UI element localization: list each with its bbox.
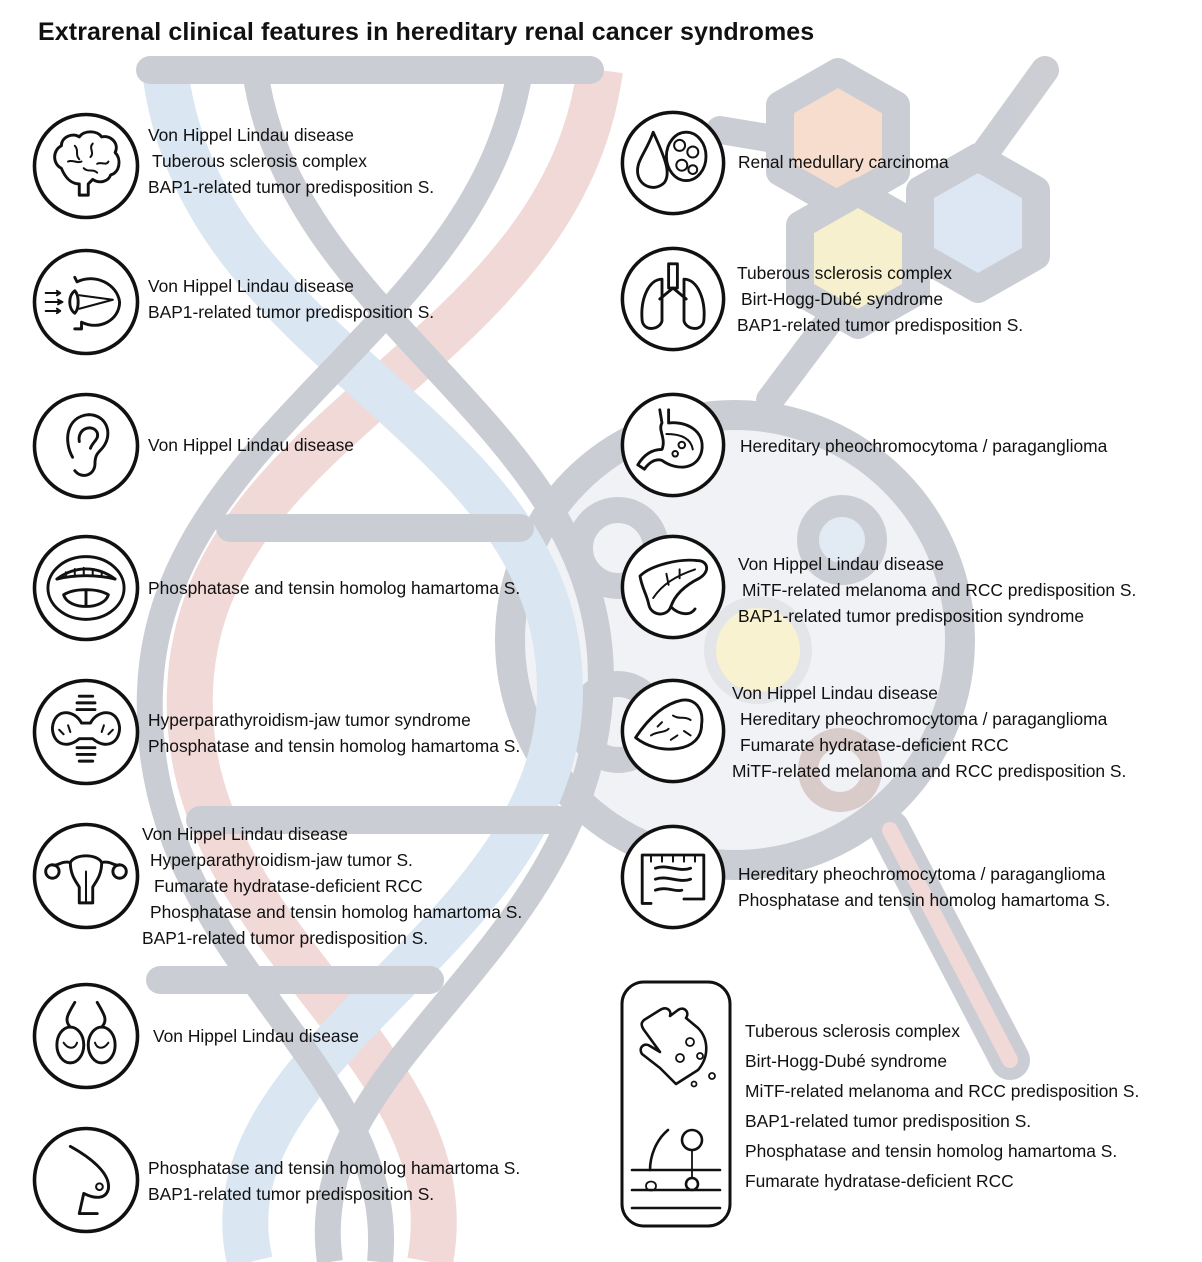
brain-icon <box>30 110 142 222</box>
syndrome-item: Phosphatase and tensin homolog hamartoma S. <box>745 1141 1118 1161</box>
syndrome-item: Hereditary pheochromocytoma / paraganglioma <box>740 709 1108 729</box>
breast-icon <box>30 1124 142 1236</box>
syndrome-item: BAP1-related tumor predisposition S. <box>148 177 435 197</box>
mouth-syndromes-list <box>148 575 520 601</box>
syndrome-item: Phosphatase and tensin homolog hamartoma S. <box>738 890 1111 910</box>
syndrome-item: Von Hippel Lindau disease <box>148 125 354 145</box>
syndrome-item: Tuberous sclerosis complex <box>737 263 952 283</box>
testes-icon <box>30 980 142 1092</box>
syndrome-item: Fumarate hydratase-deficient RCC <box>740 735 1009 755</box>
syndrome-item: Von Hippel Lindau disease <box>738 554 944 574</box>
syndrome-item: Tuberous sclerosis complex <box>152 151 367 171</box>
stomach-syndromes-list <box>740 433 1107 459</box>
eye-syndromes-list <box>148 273 434 325</box>
syndrome-item: BAP1-related tumor predisposition S. <box>745 1111 1032 1131</box>
syndrome-item: Fumarate hydratase-deficient RCC <box>745 1171 1014 1191</box>
intestine-syndromes-list <box>738 861 1110 913</box>
testes-syndromes-list <box>153 1023 359 1049</box>
lungs-icon <box>618 244 728 354</box>
syndrome-item: BAP1-related tumor predisposition S. <box>148 1184 435 1204</box>
syndrome-item: Hereditary pheochromocytoma / paraganglioma <box>738 864 1106 884</box>
eye-icon <box>30 246 142 358</box>
syndrome-item: Von Hippel Lindau disease <box>142 824 348 844</box>
intestine-icon <box>618 822 728 932</box>
syndrome-item: Von Hippel Lindau disease <box>148 276 354 296</box>
thyroid-syndromes-list <box>148 707 520 759</box>
syndrome-item: Phosphatase and tensin homolog hamartoma S. <box>150 902 523 922</box>
adrenal-icon <box>618 676 728 786</box>
syndrome-item: Birt-Hogg-Dubé syndrome <box>741 289 944 309</box>
syndrome-item: Phosphatase and tensin homolog hamartoma S. <box>148 736 521 756</box>
ear-icon <box>30 390 142 502</box>
syndrome-item: BAP1-related tumor predisposition S. <box>737 315 1024 335</box>
syndrome-item: Phosphatase and tensin homolog hamartoma S. <box>148 578 521 598</box>
skin-syndromes-list <box>745 1016 1139 1196</box>
syndrome-item: Von Hippel Lindau disease <box>148 435 354 455</box>
syndrome-item: BAP1-related tumor predisposition S. <box>148 302 435 322</box>
syndrome-item: Birt-Hogg-Dubé syndrome <box>745 1051 948 1071</box>
syndrome-item: Hereditary pheochromocytoma / paraganglioma <box>740 436 1108 456</box>
syndrome-item: Phosphatase and tensin homolog hamartoma S. <box>148 1158 521 1178</box>
syndrome-item: Fumarate hydratase-deficient RCC <box>154 876 423 896</box>
blood-syndromes-list <box>738 149 949 175</box>
pancreas-syndromes-list <box>738 551 1136 629</box>
syndrome-item: Von Hippel Lindau disease <box>732 683 938 703</box>
syndrome-item: BAP1-related tumor predisposition syndrome <box>738 606 1085 626</box>
breast-syndromes-list <box>148 1155 520 1207</box>
ear-syndromes-list <box>148 432 354 458</box>
adrenal-syndromes-list <box>732 680 1126 784</box>
syndrome-item: Renal medullary carcinoma <box>738 152 949 172</box>
syndrome-item: MiTF-related melanoma and RCC predisposition S. <box>742 580 1137 600</box>
syndrome-item: Hyperparathyroidism-jaw tumor S. <box>150 850 413 870</box>
syndrome-item: Hyperparathyroidism-jaw tumor syndrome <box>148 710 471 730</box>
lungs-syndromes-list <box>737 260 1023 338</box>
brain-syndromes-list <box>148 122 434 200</box>
blood-drop-icon <box>618 108 728 218</box>
page-title: Extrarenal clinical features in hereditary renal cancer syndromes <box>38 18 815 46</box>
mouth-icon <box>30 532 142 644</box>
syndrome-item: Tuberous sclerosis complex <box>745 1021 960 1041</box>
syndrome-item: MiTF-related melanoma and RCC predisposition S. <box>745 1081 1140 1101</box>
stomach-icon <box>618 390 728 500</box>
pancreas-icon <box>618 532 728 642</box>
watermark-hexagon-peach <box>780 72 896 205</box>
uterus-syndromes-list <box>142 821 522 951</box>
syndrome-item: Von Hippel Lindau disease <box>153 1026 359 1046</box>
skin-icon <box>620 980 732 1228</box>
thyroid-icon <box>30 676 142 788</box>
uterus-icon <box>30 820 142 932</box>
syndrome-item: BAP1-related tumor predisposition S. <box>142 928 429 948</box>
syndrome-item: MiTF-related melanoma and RCC predisposition S. <box>732 761 1127 781</box>
